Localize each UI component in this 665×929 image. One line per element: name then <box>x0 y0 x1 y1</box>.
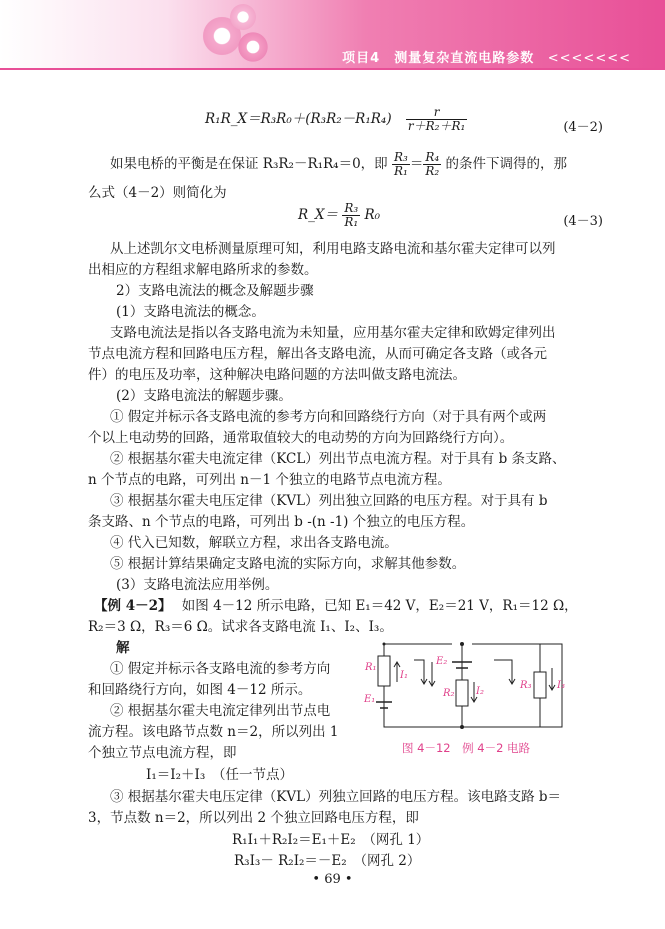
step-item: ⑤ 根据计算结果确定支路电流的实际方向，求解其他参数。 <box>110 556 466 572</box>
step-item: ② 根据基尔霍夫电流定律（KCL）列出节点电流方程。对于具有 b 条支路、 <box>110 451 566 467</box>
subsection-heading: (3）支路电流法应用举例。 <box>116 577 279 593</box>
equation-4-2: R₁R_X＝R₃R₀＋(R₃R₂－R₁R₄) $\frac{r}{\text{r＋R₂＋R₁}}$ <box>205 105 466 133</box>
paragraph-line: 出相应的方程组求解电路所求的参数。 <box>88 262 318 278</box>
figure-label-r3: R₃ <box>520 680 532 691</box>
kvl-equation-1: R₁I₁＋R₂I₂＝E₁＋E₂ （网孔 1） <box>232 832 430 848</box>
paragraph-line: 如果电桥的平衡是在保证 R₃R₂－R₁R₄＝0，即 $\frac{\text{R₃}}{\text{R₁}}$ ＝ $\frac{\text{R₄}}{\text{R₂}}$ 的条件下调得的，那 <box>110 150 567 178</box>
figure-label-i1: I₁ <box>400 670 408 681</box>
running-header <box>342 47 631 66</box>
figure-label-i3: I₃ <box>557 680 565 691</box>
solution-line: 个独立节点电流方程，即 <box>88 745 237 761</box>
section-heading: 2）支路电流法的概念及解题步骤 <box>116 283 314 299</box>
solution-label: 解 <box>116 640 130 656</box>
paragraph-line: 个以上电动势的回路，通常取值较大的电动势的方向为回路绕行方向）。 <box>88 430 514 446</box>
chapter-title: 项目4 测量复杂直流电路参数 <box>342 51 535 66</box>
solution-line: 3，节点数 n＝2，所以列出 2 个独立回路电压方程，即 <box>88 810 419 826</box>
paragraph-line: 么式（4－2）则简化为 <box>88 185 227 201</box>
page-header <box>0 0 665 68</box>
figure-label-e1: E₁ <box>364 694 376 705</box>
figure-label-e2: E₂ <box>436 656 448 667</box>
header-rule <box>0 68 665 70</box>
chevron-decoration-icon: <<<<<<< <box>547 51 631 66</box>
figure-label-r1: R₁ <box>365 662 377 673</box>
equation-number: (4－3) <box>563 214 603 229</box>
paragraph-line: 件）的电压及功率，这种解决电路问题的方法叫做支路电流法。 <box>88 367 466 383</box>
figure-label-i2: I₂ <box>476 686 484 697</box>
circuit-diagram <box>362 632 582 737</box>
gear-decoration-icon <box>236 30 270 64</box>
paragraph-line: 节点电流方程和回路电压方程，解出各支路电流，从而可确定各支路（或各元 <box>88 346 547 362</box>
page-number: • 69 • <box>312 872 353 887</box>
solution-line: 流方程。该电路节点数 n＝2，所以列出 1 <box>88 724 339 740</box>
solution-line: ③ 根据基尔霍夫电压定律（KVL）列独立回路的电压方程。该电路支路 b＝ <box>110 789 562 805</box>
subsection-heading: (2）支路电流法的解题步骤。 <box>116 388 292 404</box>
step-item: ④ 代入已知数，解联立方程，求出各支路电流。 <box>110 535 398 551</box>
paragraph-line: 支路电流法是指以各支路电流为未知量，应用基尔霍夫定律和欧姆定律列出 <box>110 325 556 341</box>
step-item: ③ 根据基尔霍夫电压定律（KVL）列出独立回路的电压方程。对于具有 b <box>110 493 548 509</box>
solution-line: ② 根据基尔霍夫电流定律列出节点电 <box>110 703 331 719</box>
example-line: R₂＝3 Ω，R₃＝6 Ω。试求各支路电流 I₁、I₂、I₃。 <box>88 619 393 635</box>
kcl-equation: I₁＝I₂＋I₃ （任一节点） <box>146 767 293 783</box>
paragraph-line: 条支路、n 个节点的电路，可列出 b -(n -1) 个独立的电压方程。 <box>88 514 475 530</box>
step-item: ① 假定并标示各支路电流的参考方向和回路绕行方向（对于具有两个或两 <box>110 409 547 425</box>
paragraph-line: 从上述凯尔文电桥测量原理可知，利用电路支路电流和基尔霍夫定律可以列 <box>110 241 556 257</box>
gear-decoration-icon <box>228 2 258 32</box>
figure-caption: 图 4－12 例 4－2 电路 <box>402 741 531 755</box>
solution-line: 和回路绕行方向，如图 4－12 所示。 <box>88 682 312 698</box>
figure-label-r2: R₂ <box>443 688 455 699</box>
kvl-equation-2: R₃I₃－ R₂I₂＝－E₂ （网孔 2） <box>234 853 421 869</box>
example-tag: 【例 4－2】 <box>94 598 172 614</box>
equation-4-3: R_X＝ $\frac{\text{R₃}}{\text{R₁}}$ R₀ <box>298 201 381 229</box>
equation-number: (4－2) <box>563 120 603 135</box>
example-line: 【例 4－2】 如图 4－12 所示电路，已知 E₁＝42 V，E₂＝21 V，R₁＝12 Ω， <box>94 598 578 614</box>
equation-fraction: $\frac{r}{\text{r＋R₂＋R₁}}$ <box>407 105 466 133</box>
paragraph-line: n 个节点的电路，可列出 n－1 个独立的电路节点电流方程。 <box>88 472 451 488</box>
subsection-heading: (1）支路电流法的概念。 <box>116 304 265 320</box>
solution-line: ① 假定并标示各支路电流的参考方向 <box>110 661 331 677</box>
